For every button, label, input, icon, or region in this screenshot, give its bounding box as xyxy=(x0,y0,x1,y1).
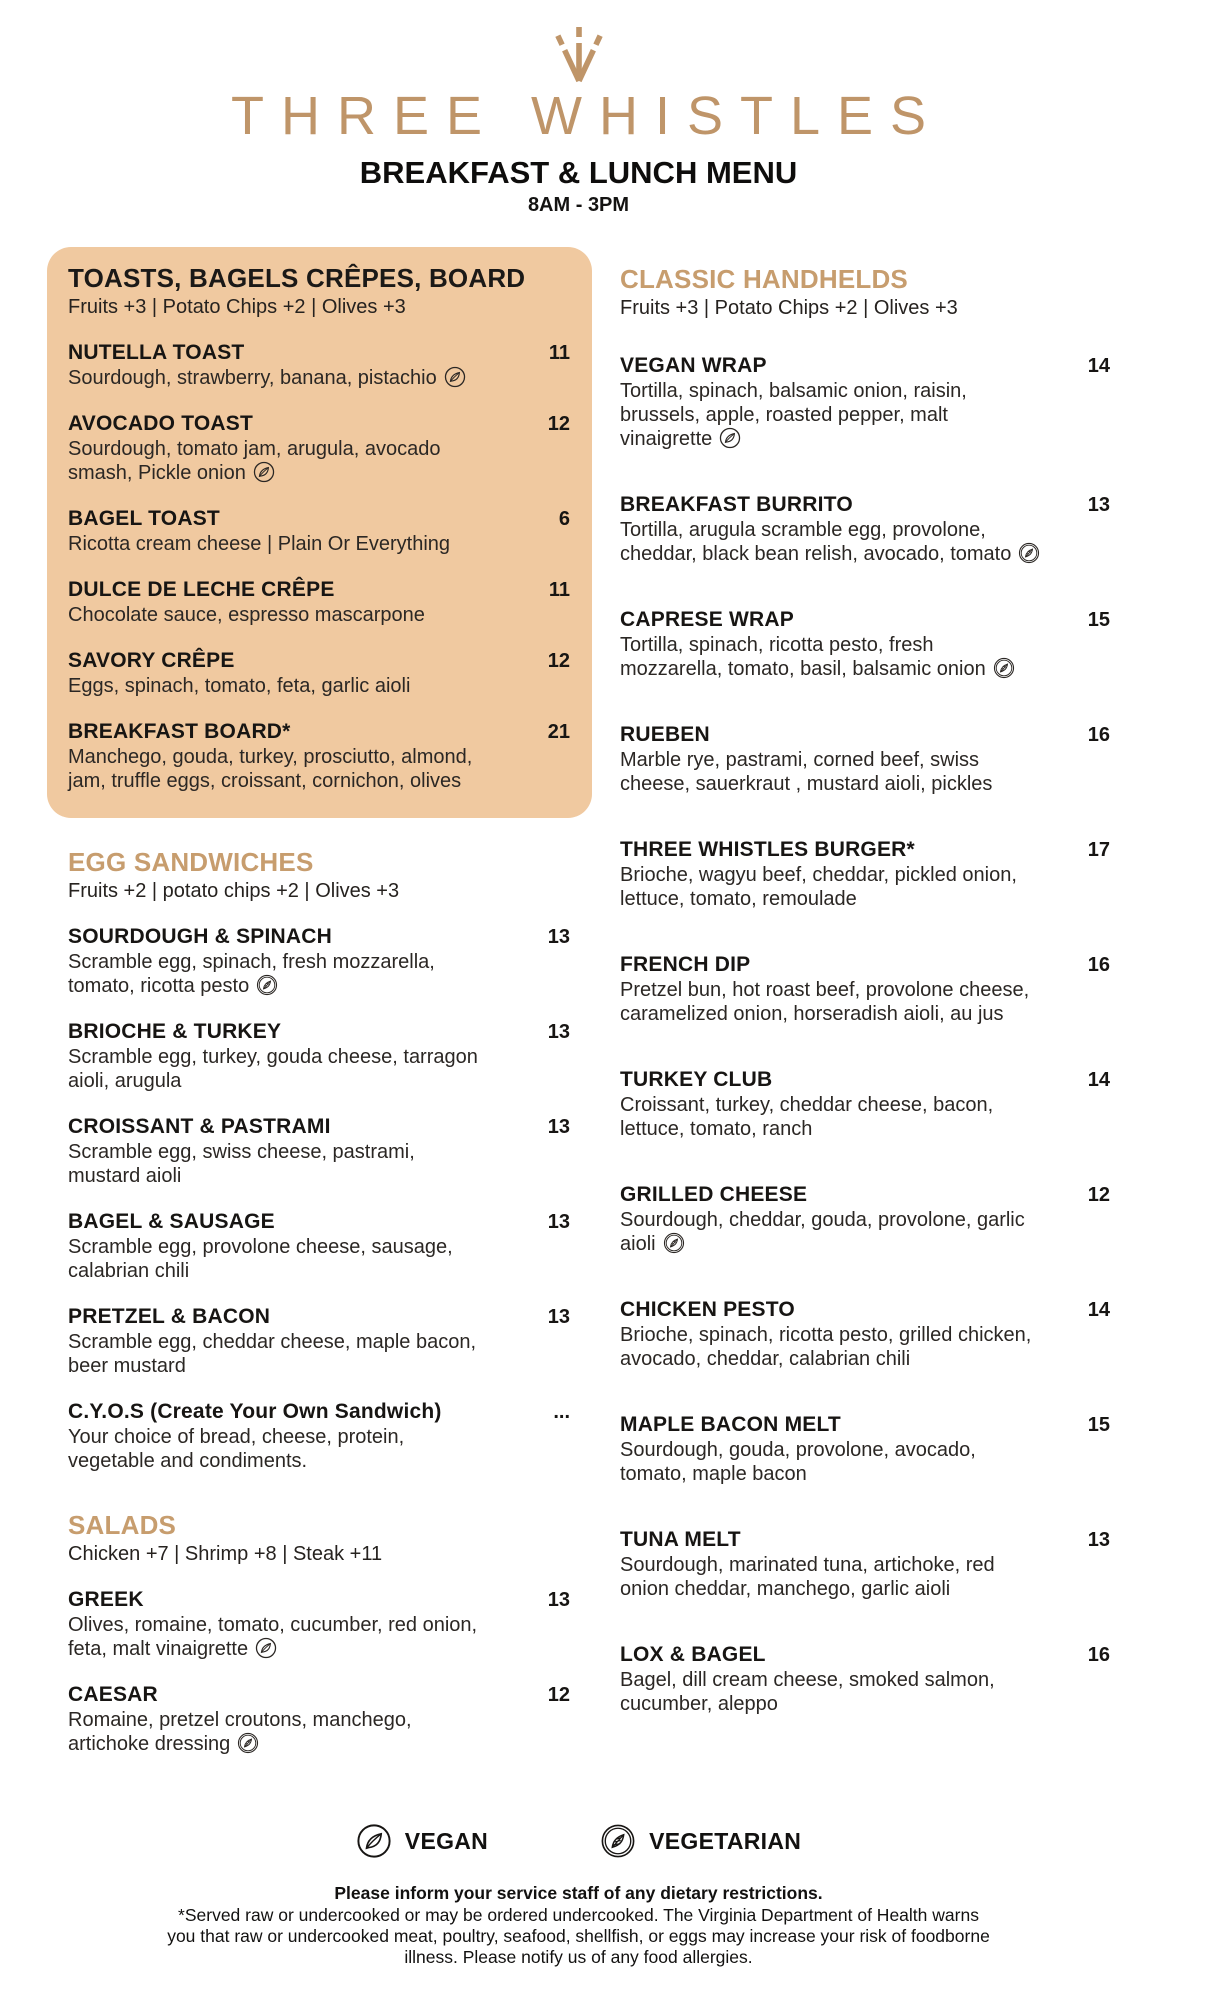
item-description-line: Sourdough, tomato jam, arugula, avocado xyxy=(68,438,441,460)
item-description-line: mozzarella, tomato, basil, balsamic onion xyxy=(620,658,986,680)
item-price: 14 xyxy=(1087,1299,1110,1321)
item-description xyxy=(620,1668,1110,1716)
item-price: 16 xyxy=(1087,954,1110,976)
menu-item-row xyxy=(68,1114,570,1140)
item-price: 17 xyxy=(1087,839,1110,861)
item-price: 12 xyxy=(547,650,570,672)
item-name: C.Y.O.S (Create Your Own Sandwich) xyxy=(68,1400,442,1423)
item-price: 11 xyxy=(548,579,570,601)
item-description xyxy=(68,1140,570,1188)
item-description-line: vinaigrette xyxy=(620,428,713,450)
item-description-line: Croissant, turkey, cheddar cheese, bacon, xyxy=(620,1094,994,1116)
menu-item-row xyxy=(68,648,570,674)
left-column xyxy=(47,247,592,1777)
menu-item xyxy=(620,722,1110,796)
item-price: 12 xyxy=(547,413,570,435)
menu-item-row xyxy=(620,353,1110,379)
item-description-line: tomato, ricotta pesto xyxy=(68,975,250,997)
menu-item xyxy=(620,492,1110,566)
menu-item xyxy=(68,411,570,485)
item-description-line: cheddar, black bean relish, avocado, tomato xyxy=(620,543,1012,565)
vegan-leaf-icon xyxy=(444,366,466,388)
menu-content xyxy=(47,0,1110,1968)
legend-vegan-label: VEGAN xyxy=(404,1827,489,1854)
menu-item xyxy=(620,607,1110,681)
item-description-line: Scramble egg, turkey, gouda cheese, tarragon xyxy=(68,1046,478,1068)
menu-item xyxy=(620,1297,1110,1371)
item-description-line: Bagel, dill cream cheese, smoked salmon, xyxy=(620,1669,995,1691)
vegetarian-leaf-icon xyxy=(1018,542,1040,564)
item-description-line: vegetable and condiments. xyxy=(68,1450,308,1472)
menu-item-row xyxy=(620,1297,1110,1323)
item-description xyxy=(68,1425,570,1473)
item-price: 15 xyxy=(1087,1414,1110,1436)
item-description xyxy=(68,1708,570,1756)
menu-item-row xyxy=(68,1587,570,1613)
item-description xyxy=(68,1613,570,1661)
item-description-line: Tortilla, spinach, ricotta pesto, fresh xyxy=(620,634,934,656)
item-price: 6 xyxy=(558,508,570,530)
item-description xyxy=(68,1330,570,1378)
menu-item-row xyxy=(68,506,570,532)
item-description xyxy=(68,1045,570,1093)
legend-vegetarian-label: VEGETARIAN xyxy=(649,1827,802,1854)
item-name: AVOCADO TOAST xyxy=(68,412,253,435)
vegan-leaf-icon xyxy=(255,1637,277,1659)
item-price: 13 xyxy=(547,1306,570,1328)
section-title: SALADS xyxy=(68,1510,177,1540)
item-description xyxy=(620,1553,1110,1601)
menu-item-row xyxy=(620,952,1110,978)
item-name: DULCE DE LECHE CRÊPE xyxy=(68,578,335,601)
item-name: GREEK xyxy=(68,1588,144,1611)
item-description-line: smash, Pickle onion xyxy=(68,462,246,484)
item-description-line: cheese, sauerkraut , mustard aioli, pickles xyxy=(620,773,993,795)
menu-section xyxy=(47,247,592,818)
item-description-line: tomato, maple bacon xyxy=(620,1463,807,1485)
menu-item-row xyxy=(620,1182,1110,1208)
item-name: RUEBEN xyxy=(620,723,710,746)
item-price: 13 xyxy=(1087,494,1110,516)
menu-item xyxy=(68,1399,570,1473)
item-price: 15 xyxy=(1087,609,1110,631)
item-description-line: Your choice of bread, cheese, protein, xyxy=(68,1426,405,1448)
item-name: FRENCH DIP xyxy=(620,953,751,976)
menu-item xyxy=(68,719,570,793)
menu-item xyxy=(620,1182,1110,1256)
menu-item-row xyxy=(620,837,1110,863)
menu-item xyxy=(68,1587,570,1661)
menu-item xyxy=(68,924,570,998)
item-description-line: aioli, arugula xyxy=(68,1070,182,1092)
vegetarian-leaf-icon xyxy=(663,1232,685,1254)
menu-item xyxy=(68,506,570,556)
menu-item-row xyxy=(68,1209,570,1235)
vegetarian-leaf-icon xyxy=(256,974,278,996)
item-description-line: Scramble egg, provolone cheese, sausage, xyxy=(68,1236,453,1258)
item-description xyxy=(68,366,570,390)
menu-item xyxy=(620,1527,1110,1601)
menu-item xyxy=(68,1682,570,1756)
menu-item xyxy=(68,340,570,390)
menu-item-row xyxy=(68,340,570,366)
menu-item xyxy=(68,648,570,698)
item-description-line: Manchego, gouda, turkey, prosciutto, almond, xyxy=(68,746,473,768)
item-description xyxy=(68,950,570,998)
item-description xyxy=(620,978,1110,1026)
footer-disclaimer-line: you that raw or undercooked meat, poultry, seafood, shellfish, or eggs may increase your risk of foodborne xyxy=(167,1926,990,1946)
section-addons: Chicken +7 | Shrimp +8 | Steak +11 xyxy=(68,1543,383,1565)
item-name: NUTELLA TOAST xyxy=(68,341,245,364)
menu-title: BREAKFAST & LUNCH MENU xyxy=(359,155,798,190)
legend-vegetarian xyxy=(600,1823,801,1859)
item-description-line: Brioche, spinach, ricotta pesto, grilled chicken, xyxy=(620,1324,1032,1346)
item-price: 13 xyxy=(547,1211,570,1233)
item-description-line: Tortilla, spinach, balsamic onion, raisin, xyxy=(620,380,967,402)
item-description-line: cucumber, aleppo xyxy=(620,1693,778,1715)
menu-item xyxy=(68,1304,570,1378)
item-price: 16 xyxy=(1087,724,1110,746)
item-description-line: beer mustard xyxy=(68,1355,186,1377)
menu-item-row xyxy=(68,577,570,603)
vegan-leaf-icon xyxy=(719,427,741,449)
three-whistles-logo-icon xyxy=(547,26,611,84)
item-description-line: calabrian chili xyxy=(68,1260,190,1282)
item-description-line: Ricotta cream cheese | Plain Or Everything xyxy=(68,533,451,555)
section-title: CLASSIC HANDHELDS xyxy=(620,264,908,294)
menu-item-row xyxy=(620,1067,1110,1093)
item-description xyxy=(620,1208,1110,1256)
item-description-line: Romaine, pretzel croutons, manchego, xyxy=(68,1709,412,1731)
item-name: TUNA MELT xyxy=(620,1528,741,1551)
item-price: 16 xyxy=(1087,1644,1110,1666)
item-description xyxy=(620,1323,1110,1371)
item-description-line: Tortilla, arugula scramble egg, provolone, xyxy=(620,519,986,541)
item-description xyxy=(620,518,1110,566)
item-description-line: Sourdough, strawberry, banana, pistachio xyxy=(68,367,437,389)
menu-item-row xyxy=(68,411,570,437)
item-price: 13 xyxy=(547,926,570,948)
item-name: SAVORY CRÊPE xyxy=(68,649,235,672)
item-description-line: Scramble egg, spinach, fresh mozzarella, xyxy=(68,951,435,973)
item-name: BREAKFAST BURRITO xyxy=(620,493,853,516)
legend-vegan xyxy=(356,1823,488,1859)
right-column xyxy=(620,247,1110,1757)
menu-section xyxy=(47,831,592,1473)
menu-item-row xyxy=(620,1412,1110,1438)
item-price: 11 xyxy=(548,342,570,364)
menu-item-row xyxy=(620,607,1110,633)
item-description-line: Sourdough, gouda, provolone, avocado, xyxy=(620,1439,976,1461)
item-description-line: Pretzel bun, hot roast beef, provolone cheese, xyxy=(620,979,1030,1001)
menu-item-row xyxy=(68,924,570,950)
menu-item xyxy=(620,952,1110,1026)
menu-item xyxy=(68,1019,570,1093)
section-title: TOASTS, BAGELS CRÊPES, BOARD xyxy=(68,263,526,293)
menu-columns xyxy=(47,247,1110,1777)
item-description xyxy=(620,633,1110,681)
item-name: TURKEY CLUB xyxy=(620,1068,773,1091)
item-name: THREE WHISTLES BURGER* xyxy=(620,838,915,861)
vegetarian-leaf-icon xyxy=(600,1823,636,1859)
item-price: 13 xyxy=(547,1116,570,1138)
item-name: BREAKFAST BOARD* xyxy=(68,720,291,743)
item-description-line: Eggs, spinach, tomato, feta, garlic aioli xyxy=(68,675,411,697)
item-name: BAGEL TOAST xyxy=(68,507,220,530)
item-price: 12 xyxy=(547,1684,570,1706)
item-description xyxy=(68,674,570,698)
item-name: CROISSANT & PASTRAMI xyxy=(68,1115,331,1138)
item-price: 13 xyxy=(1087,1529,1110,1551)
menu-item xyxy=(68,577,570,627)
item-description-line: Brioche, wagyu beef, cheddar, pickled onion, xyxy=(620,864,1017,886)
menu-item xyxy=(620,1067,1110,1141)
footer-disclaimer xyxy=(129,1905,1029,1968)
item-price: 14 xyxy=(1087,1069,1110,1091)
menu-item-row xyxy=(68,1682,570,1708)
item-description xyxy=(68,745,570,793)
item-name: LOX & BAGEL xyxy=(620,1643,766,1666)
section-title: EGG SANDWICHES xyxy=(68,847,314,877)
item-description-line: avocado, cheddar, calabrian chili xyxy=(620,1348,911,1370)
item-name: PRETZEL & BACON xyxy=(68,1305,271,1328)
item-description xyxy=(620,863,1110,911)
item-description-line: aioli xyxy=(620,1233,656,1255)
item-description xyxy=(68,532,570,556)
masthead xyxy=(47,0,1110,217)
footer-disclaimer-line: *Served raw or undercooked or may be ordered undercooked. The Virginia Department of Health warns xyxy=(178,1905,979,1925)
item-description xyxy=(620,1438,1110,1486)
item-name: CAESAR xyxy=(68,1683,158,1706)
menu-item-row xyxy=(68,1019,570,1045)
item-price: 14 xyxy=(1087,355,1110,377)
menu-item xyxy=(68,1209,570,1283)
section-addons: Fruits +3 | Potato Chips +2 | Olives +3 xyxy=(68,296,406,318)
menu-hours: 8AM - 3PM xyxy=(527,194,630,216)
menu-item-row xyxy=(620,722,1110,748)
item-name: SOURDOUGH & SPINACH xyxy=(68,925,332,948)
item-description-line: Olives, romaine, tomato, cucumber, red onion, xyxy=(68,1614,478,1636)
diet-legend xyxy=(47,1823,1110,1859)
footer-disclaimer-line: illness. Please notify us of any food allergies. xyxy=(404,1947,753,1967)
item-name: GRILLED CHEESE xyxy=(620,1183,808,1206)
item-description xyxy=(620,748,1110,796)
item-name: BRIOCHE & TURKEY xyxy=(68,1020,282,1043)
menu-item-row xyxy=(68,1304,570,1330)
item-description-line: mustard aioli xyxy=(68,1165,182,1187)
menu-item xyxy=(68,1114,570,1188)
item-name: BAGEL & SAUSAGE xyxy=(68,1210,275,1233)
menu-section xyxy=(620,247,1110,1716)
item-description xyxy=(68,1235,570,1283)
item-name: MAPLE BACON MELT xyxy=(620,1413,841,1436)
item-price: ... xyxy=(553,1401,570,1423)
vegetarian-leaf-icon xyxy=(237,1732,259,1754)
menu-item xyxy=(620,1412,1110,1486)
item-description-line: Scramble egg, cheddar cheese, maple bacon, xyxy=(68,1331,477,1353)
item-price: 13 xyxy=(547,1589,570,1611)
item-price: 12 xyxy=(1087,1184,1110,1206)
item-description-line: onion cheddar, manchego, garlic aioli xyxy=(620,1578,951,1600)
menu-item xyxy=(620,1642,1110,1716)
footer xyxy=(47,1883,1110,1968)
item-description-line: jam, truffle eggs, croissant, cornichon, olives xyxy=(68,770,462,792)
item-description-line: Chocolate sauce, espresso mascarpone xyxy=(68,604,425,626)
item-description xyxy=(620,379,1110,451)
item-description-line: feta, malt vinaigrette xyxy=(68,1638,249,1660)
menu-item-row xyxy=(68,1399,570,1425)
item-description-line: Marble rye, pastrami, corned beef, swiss xyxy=(620,749,980,771)
vegan-leaf-icon xyxy=(356,1823,392,1859)
item-description-line: lettuce, tomato, remoulade xyxy=(620,888,857,910)
item-description xyxy=(68,437,570,485)
item-description-line: caramelized onion, horseradish aioli, au jus xyxy=(620,1003,1004,1025)
menu-item xyxy=(620,353,1110,451)
item-price: 13 xyxy=(547,1021,570,1043)
item-description-line: Sourdough, cheddar, gouda, provolone, garlic xyxy=(620,1209,1025,1231)
footer-notice: Please inform your service staff of any dietary restrictions. xyxy=(334,1883,823,1903)
menu-item-row xyxy=(620,492,1110,518)
item-description-line: lettuce, tomato, ranch xyxy=(620,1118,813,1140)
vegetarian-leaf-icon xyxy=(993,657,1015,679)
item-name: VEGAN WRAP xyxy=(620,354,767,377)
item-description xyxy=(620,1093,1110,1141)
section-addons: Fruits +2 | potato chips +2 | Olives +3 xyxy=(68,880,400,902)
vegan-leaf-icon xyxy=(253,461,275,483)
menu-section xyxy=(47,1494,592,1756)
menu-item-row xyxy=(620,1527,1110,1553)
menu-item-row xyxy=(68,719,570,745)
item-description xyxy=(68,603,570,627)
item-price: 21 xyxy=(547,721,570,743)
item-description-line: artichoke dressing xyxy=(68,1733,231,1755)
item-description-line: Scramble egg, swiss cheese, pastrami, xyxy=(68,1141,415,1163)
item-name: CAPRESE WRAP xyxy=(620,608,794,631)
item-name: CHICKEN PESTO xyxy=(620,1298,795,1321)
item-description-line: Sourdough, marinated tuna, artichoke, red xyxy=(620,1554,995,1576)
menu-item xyxy=(620,837,1110,911)
brand-name: THREE WHISTLES xyxy=(230,86,944,146)
section-addons: Fruits +3 | Potato Chips +2 | Olives +3 xyxy=(620,297,958,319)
item-description-line: brussels, apple, roasted pepper, malt xyxy=(620,404,948,426)
menu-item-row xyxy=(620,1642,1110,1668)
